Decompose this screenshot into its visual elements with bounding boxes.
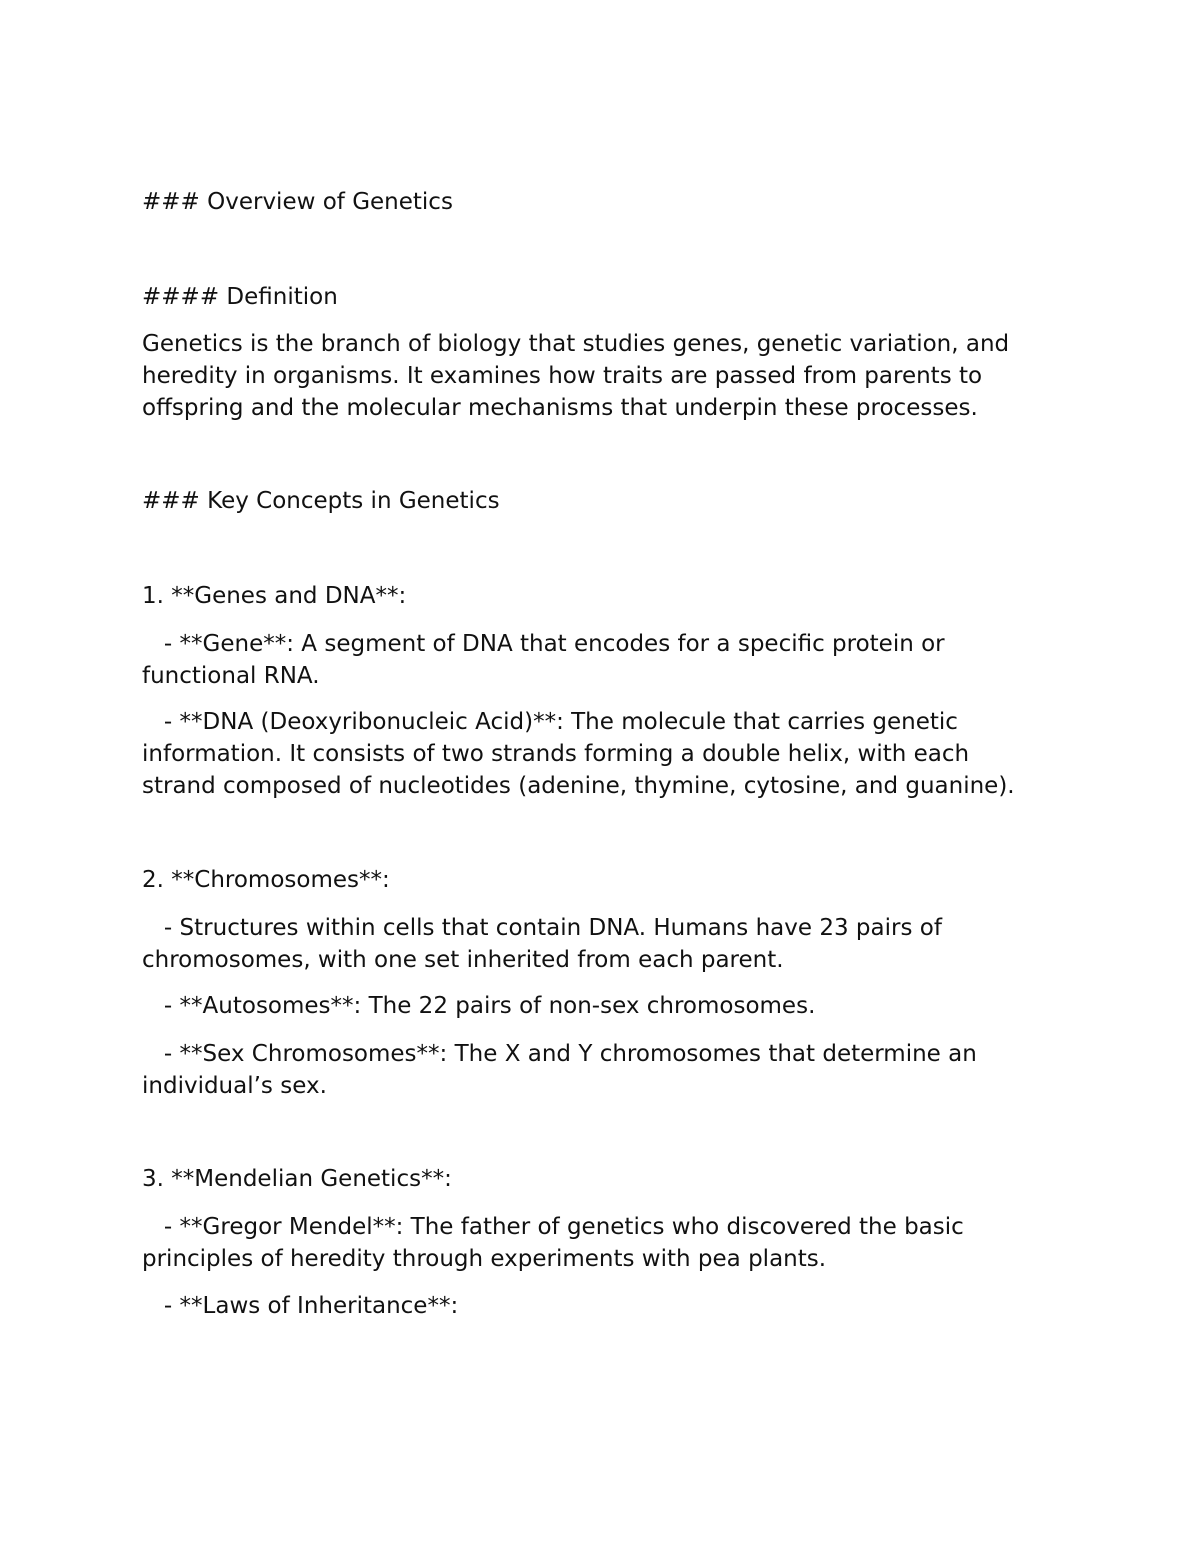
dna-line: information. It consists of two strands forming a double helix, with each bbox=[142, 741, 970, 767]
item1-title: 1. **Genes and DNA**: bbox=[142, 583, 407, 609]
heading-overview: ### Overview of Genetics bbox=[142, 189, 453, 215]
item2-title: 2. **Chromosomes**: bbox=[142, 867, 390, 893]
autosomes-line: - **Autosomes**: The 22 pairs of non-sex chromosomes. bbox=[142, 993, 816, 1019]
heading-definition: #### Definition bbox=[142, 284, 338, 310]
laws-of-inheritance-line: - **Laws of Inheritance**: bbox=[142, 1293, 459, 1319]
dna-line: strand composed of nucleotides (adenine, thymine, cytosine, and guanine). bbox=[142, 773, 1015, 799]
gene-line: - **Gene**: A segment of DNA that encodes for a specific protein or bbox=[142, 631, 945, 657]
sex-chromosomes-line: individual’s sex. bbox=[142, 1073, 327, 1099]
definition-line: Genetics is the branch of biology that studies genes, genetic variation, and bbox=[142, 331, 1010, 357]
structures-line: chromosomes, with one set inherited from each parent. bbox=[142, 947, 784, 973]
structures-line: - Structures within cells that contain DNA. Humans have 23 pairs of bbox=[142, 915, 942, 941]
dna-line: - **DNA (Deoxyribonucleic Acid)**: The molecule that carries genetic bbox=[142, 709, 958, 735]
item3-title: 3. **Mendelian Genetics**: bbox=[142, 1166, 452, 1192]
definition-line: heredity in organisms. It examines how traits are passed from parents to bbox=[142, 363, 983, 389]
gene-line: functional RNA. bbox=[142, 663, 320, 689]
mendel-line: principles of heredity through experiments with pea plants. bbox=[142, 1246, 827, 1272]
heading-key-concepts: ### Key Concepts in Genetics bbox=[142, 488, 500, 514]
sex-chromosomes-line: - **Sex Chromosomes**: The X and Y chromosomes that determine an bbox=[142, 1041, 977, 1067]
mendel-line: - **Gregor Mendel**: The father of genetics who discovered the basic bbox=[142, 1214, 964, 1240]
definition-line: offspring and the molecular mechanisms that underpin these processes. bbox=[142, 395, 978, 421]
